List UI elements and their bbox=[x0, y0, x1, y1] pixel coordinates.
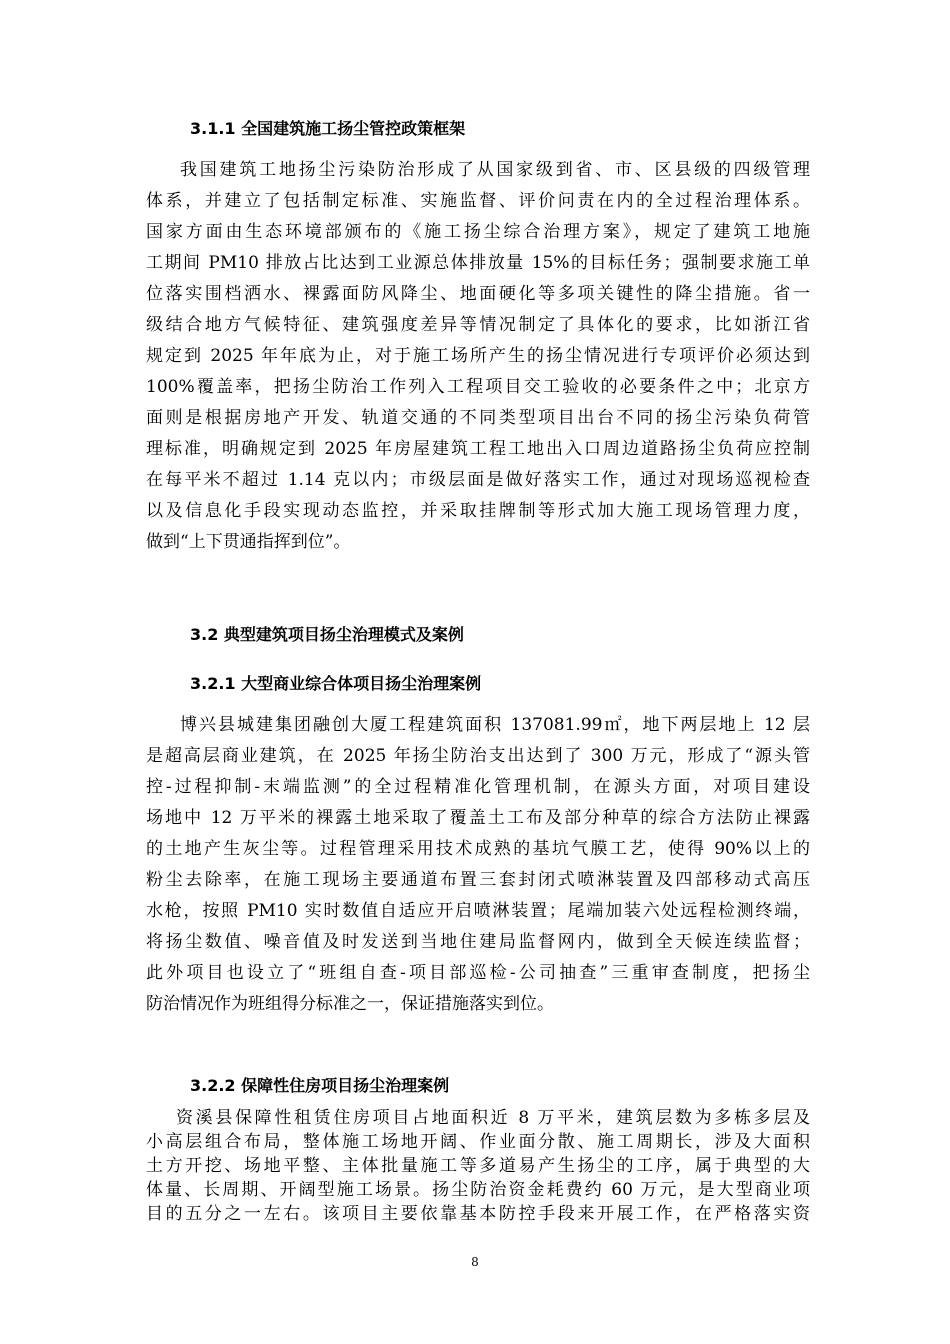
text-line: 在每平米不超过 1.14 克以内；市级层面是做好落实工作，通过对现场巡视检查 bbox=[146, 470, 810, 490]
text-line: 小高层组合布局，整体施工场地开阔、作业面分散、施工周期长，涉及大面积 bbox=[146, 1132, 810, 1152]
text-line: 博兴县城建集团融创大厦工程建筑面积 137081.99㎡，地下两层地上 12 层 bbox=[180, 715, 810, 735]
text-line: 我国建筑工地扬尘污染防治形成了从国家级到省、市、区县级的四级管理 bbox=[180, 160, 810, 180]
text-line: 是超高层商业建筑，在 2025 年扬尘防治支出达到了 300 万元，形成了“源头管 bbox=[146, 746, 810, 766]
text-line: 级结合地方气候特征、建筑强度差异等情况制定了具体化的要求，比如浙江省 bbox=[146, 315, 810, 335]
text-line: 控-过程抑制-末端监测”的全过程精准化管理机制，在源头方面，对项目建设 bbox=[146, 777, 810, 797]
text-line: 防治情况作为班组得分标准之一，保证措施落实到位。 bbox=[146, 994, 554, 1014]
text-line: 面则是根据房地产开发、轨道交通的不同类型项目出台不同的扬尘污染负荷管 bbox=[146, 408, 810, 428]
heading-3-2-1: 3.2.1 大型商业综合体项目扬尘治理案例 bbox=[190, 674, 482, 693]
text-line: 将扬尘数值、噪音值及时发送到当地住建局监督网内，做到全天候连续监督； bbox=[146, 932, 810, 952]
text-line: 理标准，明确规定到 2025 年房屋建筑工程工地出入口周边道路扬尘负荷应控制 bbox=[146, 439, 810, 459]
text-line: 以及信息化手段实现动态监控，并采取挂牌制等形式加大施工现场管理力度， bbox=[146, 501, 810, 521]
text-line: 场地中 12 万平米的裸露土地采取了覆盖土工布及部分种草的综合方法防止裸露 bbox=[146, 808, 810, 828]
text-line: 的土地产生灰尘等。过程管理采用技术成熟的基坑气膜工艺，使得 90%以上的 bbox=[146, 839, 810, 859]
text-line: 做到“上下贯通指挥到位”。 bbox=[146, 532, 351, 552]
heading-3-2-2: 3.2.2 保障性住房项目扬尘治理案例 bbox=[190, 1076, 450, 1095]
text-line: 工期间 PM10 排放占比达到工业源总体排放量 15%的目标任务；强制要求施工单 bbox=[146, 253, 810, 273]
text-line: 水枪，按照 PM10 实时数值自适应开启喷淋装置；尾端加装六处远程检测终端， bbox=[146, 901, 810, 921]
text-line: 规定到 2025 年年底为止，对于施工场所产生的扬尘情况进行专项评价必须达到 bbox=[146, 346, 810, 366]
heading-3-1-1: 3.1.1 全国建筑施工扬尘管控政策框架 bbox=[190, 119, 466, 138]
page-number: 8 bbox=[471, 1255, 479, 1269]
text-line: 资溪县保障性租赁住房项目占地面积近 8 万平米，建筑层数为多栋多层及 bbox=[176, 1108, 810, 1128]
text-line: 目的五分之一左右。该项目主要依靠基本防控手段来开展工作，在严格落实资 bbox=[146, 1204, 810, 1224]
text-line: 此外项目也设立了“班组自查-项目部巡检-公司抽查”三重审查制度，把扬尘 bbox=[146, 963, 810, 983]
heading-3-2: 3.2 典型建筑项目扬尘治理模式及案例 bbox=[190, 625, 464, 644]
text-line: 体量、长周期、开阔型施工场景。扬尘防治资金耗费约 60 万元，是大型商业项 bbox=[146, 1180, 810, 1200]
text-line: 土方开挖、场地平整、主体批量施工等多道易产生扬尘的工序，属于典型的大 bbox=[146, 1156, 810, 1176]
paragraph-commercial-case bbox=[146, 710, 810, 1020]
text-line: 国家方面由生态环境部颁布的《施工扬尘综合治理方案》，规定了建筑工地施 bbox=[146, 222, 810, 242]
text-line: 粉尘去除率，在施工现场主要通道布置三套封闭式喷淋装置及四部移动式高压 bbox=[146, 870, 810, 890]
paragraph-housing-case bbox=[146, 1106, 810, 1226]
text-line: 100%覆盖率，把扬尘防治工作列入工程项目交工验收的必要条件之中；北京方 bbox=[146, 377, 810, 397]
paragraph-policy-framework bbox=[146, 155, 810, 558]
text-line: 位落实围档洒水、裸露面防风降尘、地面硬化等多项关键性的降尘措施。省一 bbox=[146, 284, 810, 304]
text-line: 体系，并建立了包括制定标准、实施监督、评价问责在内的全过程治理体系。 bbox=[146, 191, 810, 211]
